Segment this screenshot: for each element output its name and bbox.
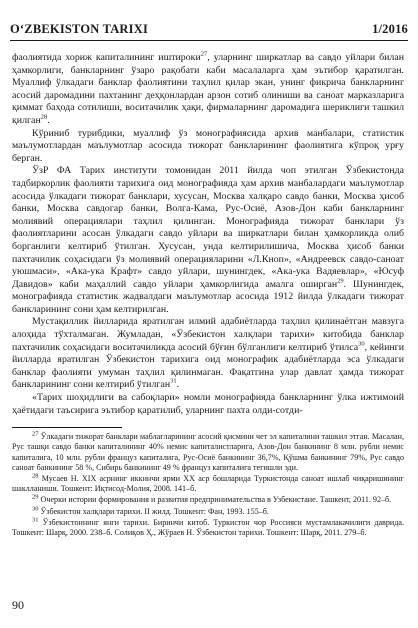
text-run: ЎзР ФА Тарих институти томонидан 2011 йилда чоп этилган Ўзбекистонда тадбиркорлик фаолияти тарихига оид монографияда ҳам архив манбалардаги маълумотлар асосида ўлкадаги тижорат банклари, хусусан, Москва халқаро савдо банки, Москва ҳисоб банки, Москва савдогар банки, Волга-Кама, Рус-Осиё, Азов-Дон каби банкларнинг молиявий операциялари таҳлил қилинган. Монографияда тижорат банклари ўз фаолиятларини асосан ўлкадаги савдо уйлари ва ширкатлари билан ҳамкорликда олиб борганлиги келтириб ўтилган. Хусусан, унда келтирилишича, Москва ҳисоб банки пахтачилик соҳасидаги ўз молиявий операцияларини «Л.Кноп», «Андреевск савдо-саноат уюшмаси», «Ака-ука Крафт» савдо уйлари, шунингдек, «Ака-ука Вадяевлар», «Юсуф Давидов» каби маҳаллий савдо уйлари ҳамкорлигида амалга оширган [12,165,404,290]
text-run: «Тарих шоҳидлиги ва сабоқлари» номли монографияда банкларнинг ўлка ижтимоий ҳаётидаги таъсирига эътибор қаратилиб, уларнинг пахта олди-сотди- [12,392,404,416]
text-run: Кўриниб турибдики, муаллиф ўз монографиясида архив манбалари, статистик маълумотлардан маълумотлар асосида тижорат банкларининг фаолиятига кўпроқ урғу берган. [12,127,404,164]
page-body [12,52,404,538]
text-run: Ўлкадаги тижорат банклари маблағларининг асосий қисмини чет эл капиталини ташкил этган. Масалан, Рус ташқи савдо банки капиталининг 40% немис капиталистларига, Азов-Дон банкининг 8 млн. рубли немис капиталига, 10 млн. рубли француз капиталига, Рус-Осиё банкининг 36,7%, Қўшма банкининг 79%, Рус савдо саноат банкининг 58 %, Сибирь банкининг 49 % француз капиталига тегишли эди. [12,432,404,472]
text-run: Мустақиллик йилларида яратилган илмий адабиётларда таҳлил қилинаётган мавзуга алоҳида тўхталмаган. Жумладан, «Ўзбекистон халқлари тарихи» китобида банклар пахтачилик соҳасидаги воситачиликда асосий бўғин бўлганлиги келтириб ўтилса [12,316,404,353]
footnote-ref: 29 [337,277,344,285]
journal-title: O‘ZBEKISTON TARIXI [10,22,149,36]
footnote [12,504,404,517]
paragraph [12,316,404,392]
issue-number: 1/2016 [372,22,408,36]
text-run: Очерки истории формирования и развития предпринимательства в Узбекистане. Ташкент, 2011. 92–б. [38,495,392,505]
footnote-ref: 27 [200,50,208,58]
footnote [12,518,404,538]
paragraph [12,128,404,166]
footnote-divider [12,427,122,428]
footnote [12,495,404,505]
footnote-ref: 28 [40,113,48,121]
paragraph [12,392,404,417]
footnote-ref: 30 [358,340,365,348]
text-run: Мусаев Н. XIX асрнинг иккинчи ярми XX аср бошларида Туркистонда саноат ишлаб чиқаришининг шаклланиши. Тошкент: Иқтисод-Молия, 2008. 141–б. [12,474,404,494]
paragraph [12,165,404,316]
footnote-ref: 31 [32,516,39,524]
text-run: , кейинги йилларда яратилган Ўзбекистон тарихига оид монографик адабиётларда эса ўлкадаги банклар фаолияти умуман таҳлил қилинмаган. Фақатгина улар давлат ҳамда тижорат банкларининг сони келтириб ўтилган [12,341,404,391]
running-header [10,20,408,41]
text-run: Ўзбекистоннинг янги тарихи. Биринчи китоб. Туркистон чор Россияси мустамлакачилиги даврида. Тошкент: Шарқ, 2000. 238–б. Солиқов Ҳ., Жўраев Н. Ўзбекистон тарихи. Тошкент: Шарқ, 2011. 279–б. [12,517,404,538]
footnote-ref: 27 [32,430,39,438]
footnote [12,432,404,473]
text-run: Ўзбекистон халқлари тарихи. II жилд. Тошкент: Фан, 1993. 155–б. [38,506,269,516]
footnote-ref: 31 [170,378,177,386]
text-run: . Шунингдек, монографияда статистик жадвалдаги маълумотлар асосида 1912 йилда ўлкадаги тижорат банкларининг сони ҳам келтирилган. [12,278,404,315]
footnote-ref: 29 [32,493,39,501]
footnote-ref: 30 [32,504,39,512]
footnotes [12,432,404,538]
page-number: 90 [12,598,24,612]
main-text [12,52,404,417]
text-run: , уларнинг ширкатлар ва савдо уйлари билан ҳамкорлиги, банкларнинг ўзаро рақобати каби масалаларга ҳам эътибор қаратилган. Муаллиф ўлкадаги банклар фаолиятини таҳлил қилар экан, унинг фикрича банкларнинг асосий даромадини пахтанинг деҳқонлардан арзон сотиб олиниши ва саноат марказларига қиммат баҳода сотилиши, воситачилик ҳақи, фирмаларнинг даромадига шериклиги ташкил қилган [12,52,404,126]
text-run: . [47,114,50,126]
paragraph [12,52,404,128]
footnote-ref: 28 [32,472,39,480]
text-run: . [176,379,180,391]
footnote [12,474,404,494]
text-run: фаолиятида хориж капиталининг иштироки [12,52,201,63]
